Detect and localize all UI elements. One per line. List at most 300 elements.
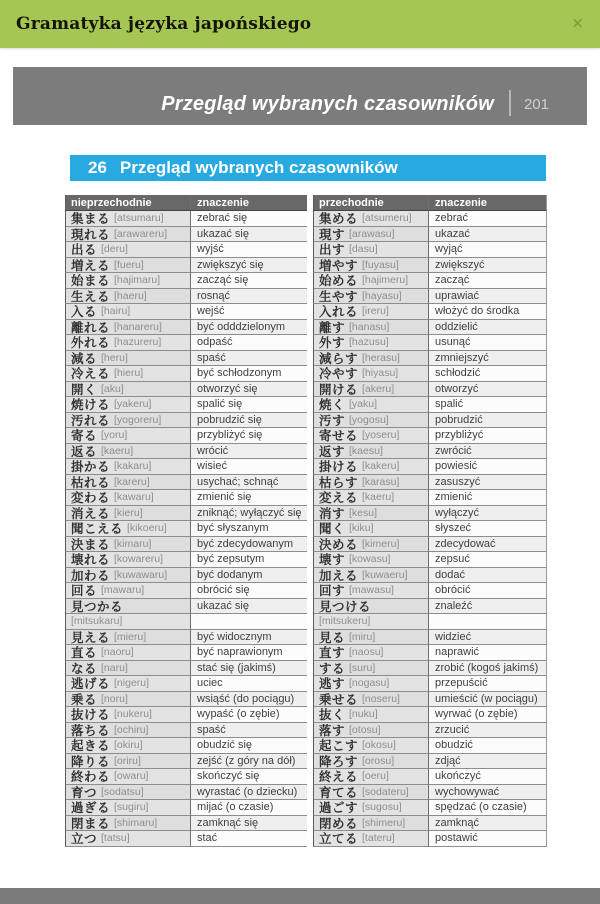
intransitive-verb-cell xyxy=(65,289,190,305)
intransitive-verb-cell xyxy=(65,552,190,568)
kanji-text: 決める xyxy=(319,537,359,552)
intransitive-verb-cell xyxy=(65,335,190,351)
app-titlebar xyxy=(0,0,600,48)
section-heading xyxy=(70,155,546,181)
meaning-text: przepuścić xyxy=(435,677,488,690)
intransitive-meaning-cell xyxy=(190,583,307,599)
meaning-text: zmienić xyxy=(435,491,473,504)
romaji-text: [kikoeru] xyxy=(127,522,167,535)
transitive-meaning-cell xyxy=(428,320,547,336)
kanji-text: 集まる xyxy=(71,212,111,227)
meaning-text: być słyszanym xyxy=(197,522,269,535)
intransitive-meaning-cell xyxy=(190,614,307,630)
romaji-text: [noseru] xyxy=(362,692,400,705)
meaning-text: pobrudzić się xyxy=(197,413,262,426)
meaning-text: włożyć do środka xyxy=(435,305,520,318)
kanji-text: 見つける xyxy=(319,599,372,614)
table-row xyxy=(65,800,547,816)
transitive-meaning-cell xyxy=(428,273,547,289)
section-title: Przegląd wybranych czasowników xyxy=(119,158,398,177)
romaji-text: [suru] xyxy=(349,661,376,674)
kanji-text: 立つ xyxy=(71,832,98,847)
transitive-verb-cell xyxy=(313,351,428,367)
romaji-text: [naru] xyxy=(101,661,128,674)
meaning-text: powiesić xyxy=(435,460,478,473)
kanji-text: 開ける xyxy=(319,382,359,397)
transitive-verb-cell xyxy=(313,800,428,816)
romaji-text: [kimeru] xyxy=(362,537,400,550)
meaning-text: zebrać xyxy=(435,212,469,225)
romaji-text: [yakeru] xyxy=(114,398,152,411)
intransitive-verb-cell xyxy=(65,475,190,491)
table-row xyxy=(65,459,547,475)
kanji-text: 生える xyxy=(71,289,111,304)
transitive-verb-cell xyxy=(313,428,428,444)
romaji-text: [noru] xyxy=(101,692,128,705)
transitive-verb-cell xyxy=(313,692,428,708)
intransitive-verb-cell xyxy=(65,816,190,832)
intransitive-meaning-cell xyxy=(190,676,307,692)
meaning-text: zwiększyć się xyxy=(197,258,264,271)
transitive-verb-cell xyxy=(313,785,428,801)
intransitive-verb-cell xyxy=(65,661,190,677)
transitive-meaning-cell xyxy=(428,614,547,630)
transitive-verb-cell xyxy=(313,552,428,568)
meaning-text: być dodanym xyxy=(197,568,263,581)
kanji-text: 集める xyxy=(319,212,359,227)
romaji-text: [kaeru] xyxy=(362,491,395,504)
romaji-text: [sodateru] xyxy=(362,785,409,798)
intransitive-meaning-cell xyxy=(190,521,307,537)
transitive-verb-cell xyxy=(313,568,428,584)
intransitive-verb-cell xyxy=(65,521,190,537)
intransitive-verb-cell xyxy=(65,614,190,630)
meaning-text: zrobić (kogoś jakimś) xyxy=(435,661,539,674)
table-row xyxy=(65,785,547,801)
intransitive-meaning-cell xyxy=(190,289,307,305)
kanji-text: 決まる xyxy=(71,537,111,552)
kanji-text: 回す xyxy=(319,584,346,599)
transitive-meaning-cell xyxy=(428,707,547,723)
kanji-text: 落す xyxy=(319,723,346,738)
romaji-text: [kawaru] xyxy=(114,491,154,504)
romaji-text: [nukeru] xyxy=(114,708,152,721)
kanji-text: 出す xyxy=(319,243,346,258)
table-row xyxy=(65,242,547,258)
intransitive-meaning-cell xyxy=(190,444,307,460)
romaji-text: [hajimaru] xyxy=(114,274,161,287)
romaji-text: [hazusu] xyxy=(349,336,389,349)
romaji-text: [shimaru] xyxy=(114,816,158,829)
kanji-text: 見つかる xyxy=(71,599,124,614)
kanji-text: 減る xyxy=(71,351,98,366)
intransitive-meaning-cell xyxy=(190,692,307,708)
transitive-verb-cell xyxy=(313,335,428,351)
transitive-meaning-cell xyxy=(428,537,547,553)
transitive-verb-cell xyxy=(313,273,428,289)
kanji-text: 増やす xyxy=(319,258,359,273)
table-row xyxy=(65,335,547,351)
romaji-text: [otosu] xyxy=(349,723,381,736)
meaning-text: wyłączyć xyxy=(435,506,480,519)
intransitive-meaning-cell xyxy=(190,785,307,801)
romaji-text: [karasu] xyxy=(362,475,400,488)
meaning-text: schłodzić xyxy=(435,367,481,380)
meaning-text: dodać xyxy=(435,568,465,581)
romaji-text: [nigeru] xyxy=(114,677,150,690)
intransitive-verb-cell xyxy=(65,769,190,785)
intransitive-meaning-cell xyxy=(190,723,307,739)
kanji-text: 冷える xyxy=(71,367,111,382)
intransitive-verb-cell xyxy=(65,676,190,692)
transitive-meaning-cell xyxy=(428,397,547,413)
transitive-verb-cell xyxy=(313,754,428,770)
kanji-text: 変わる xyxy=(71,491,111,506)
intransitive-meaning-cell xyxy=(190,335,307,351)
meaning-text: uprawiać xyxy=(435,289,480,302)
meaning-text: przybliżyć się xyxy=(197,429,263,442)
page-header-band xyxy=(13,67,587,125)
table-row xyxy=(65,521,547,537)
kanji-text: 直す xyxy=(319,646,346,661)
meaning-text: otworzyć się xyxy=(197,382,258,395)
romaji-text: [tateru] xyxy=(362,832,395,845)
meaning-text: wisieć xyxy=(197,460,227,473)
table-row xyxy=(65,382,547,398)
meaning-text: odpaść xyxy=(197,336,233,349)
kanji-text: 閉まる xyxy=(71,816,111,831)
kanji-text: 立てる xyxy=(319,832,359,847)
transitive-meaning-cell xyxy=(428,211,547,227)
kanji-text: 逃げる xyxy=(71,677,111,692)
transitive-meaning-cell xyxy=(428,738,547,754)
table-row xyxy=(65,769,547,785)
close-icon[interactable]: ✕ xyxy=(571,15,584,33)
table-row xyxy=(65,227,547,243)
intransitive-meaning-cell xyxy=(190,816,307,832)
romaji-text: [hayasu] xyxy=(362,289,402,302)
meaning-text: wyjąć xyxy=(435,243,463,256)
romaji-text: [miru] xyxy=(349,630,376,643)
transitive-verb-cell xyxy=(313,242,428,258)
transitive-meaning-cell xyxy=(428,754,547,770)
kanji-text: 外れる xyxy=(71,336,111,351)
romaji-text: [oriru] xyxy=(114,754,141,767)
intransitive-verb-cell xyxy=(65,273,190,289)
table-row xyxy=(65,304,547,320)
transitive-verb-cell xyxy=(313,475,428,491)
meaning-text: zepsuć xyxy=(435,553,470,566)
kanji-text: 消す xyxy=(319,506,346,521)
meaning-text: wrócić xyxy=(197,444,229,457)
meaning-text: ukończyć xyxy=(435,770,481,783)
romaji-text: [hanasu] xyxy=(349,320,390,333)
kanji-text: 終わる xyxy=(71,770,111,785)
page-number: 201 xyxy=(523,96,549,113)
romaji-text: [yogoreru] xyxy=(114,413,162,426)
kanji-text: 乗る xyxy=(71,692,98,707)
meaning-text: wyrwać (o zębie) xyxy=(435,708,518,721)
meaning-text: spędzać (o czasie) xyxy=(435,801,527,814)
transitive-meaning-cell xyxy=(428,227,547,243)
kanji-text: 始める xyxy=(319,274,359,289)
romaji-text: [hanareru] xyxy=(114,320,162,333)
intransitive-verb-cell xyxy=(65,645,190,661)
intransitive-verb-cell xyxy=(65,738,190,754)
table-row xyxy=(65,289,547,305)
intransitive-verb-cell xyxy=(65,227,190,243)
intransitive-meaning-cell xyxy=(190,537,307,553)
table-row xyxy=(65,211,547,227)
kanji-text: 枯れる xyxy=(71,475,111,490)
transitive-verb-cell xyxy=(313,676,428,692)
table-row xyxy=(65,568,547,584)
romaji-text: [nuku] xyxy=(349,708,378,721)
kanji-text: 生やす xyxy=(319,289,359,304)
romaji-text: [herasu] xyxy=(362,351,400,364)
kanji-text: 降ろす xyxy=(319,754,359,769)
meaning-text: spalić się xyxy=(197,398,243,411)
table-row xyxy=(65,738,547,754)
kanji-text: 開く xyxy=(71,382,98,397)
transitive-meaning-cell xyxy=(428,599,547,615)
intransitive-meaning-cell xyxy=(190,506,307,522)
kanji-text: 直る xyxy=(71,646,98,661)
table-row xyxy=(65,351,547,367)
kanji-text: 起きる xyxy=(71,739,111,754)
romaji-text: [arawasu] xyxy=(349,227,395,240)
kanji-text: 過ごす xyxy=(319,801,359,816)
transitive-verb-cell xyxy=(313,707,428,723)
meaning-text: zwiększyć xyxy=(435,258,485,271)
transitive-meaning-cell xyxy=(428,366,547,382)
intransitive-verb-cell xyxy=(65,506,190,522)
kanji-text: 過ぎる xyxy=(71,801,111,816)
table-row xyxy=(65,707,547,723)
kanji-text: 返す xyxy=(319,444,346,459)
romaji-text: [hazureru] xyxy=(114,336,162,349)
romaji-text: [akeru] xyxy=(362,382,395,395)
intransitive-meaning-cell xyxy=(190,397,307,413)
meaning-text: zdecydować xyxy=(435,537,496,550)
romaji-text: [kakaru] xyxy=(114,460,152,473)
meaning-text: pobrudzić xyxy=(435,413,483,426)
intransitive-meaning-cell xyxy=(190,304,307,320)
romaji-text: [kiku] xyxy=(349,522,374,535)
romaji-text: [kareru] xyxy=(114,475,150,488)
meaning-text: zwrócić xyxy=(435,444,472,457)
intransitive-meaning-cell xyxy=(190,413,307,429)
intransitive-verb-cell xyxy=(65,599,190,615)
kanji-text: 加わる xyxy=(71,568,111,583)
meaning-text: być zdecydowanym xyxy=(197,537,293,550)
meaning-text: stać się (jakimś) xyxy=(197,661,276,674)
transitive-verb-cell xyxy=(313,537,428,553)
intransitive-meaning-cell xyxy=(190,258,307,274)
romaji-text: [dasu] xyxy=(349,243,378,256)
table-row xyxy=(65,537,547,553)
romaji-text: [kieru] xyxy=(114,506,143,519)
kanji-text: 閉める xyxy=(319,816,359,831)
table-row xyxy=(65,413,547,429)
romaji-text: [hieru] xyxy=(114,367,144,380)
romaji-text: [yoseru] xyxy=(362,429,400,442)
kanji-text: 焼ける xyxy=(71,398,111,413)
kanji-text: 汚す xyxy=(319,413,346,428)
page-header-title: Przegląd wybranych czasowników xyxy=(161,93,494,115)
transitive-meaning-cell xyxy=(428,568,547,584)
intransitive-meaning-cell xyxy=(190,552,307,568)
kanji-text: 入れる xyxy=(319,305,359,320)
kanji-text: 枯らす xyxy=(319,475,359,490)
kanji-text: 離す xyxy=(319,320,346,335)
meaning-text: zdjąć xyxy=(435,754,461,767)
romaji-text: [sodatsu] xyxy=(101,785,144,798)
column-header-transitive: przechodnie xyxy=(313,195,428,211)
column-header-intransitive: nieprzechodnie xyxy=(65,195,190,211)
intransitive-verb-cell xyxy=(65,413,190,429)
romaji-text: [kowareru] xyxy=(114,553,164,566)
transitive-verb-cell xyxy=(313,304,428,320)
transitive-verb-cell xyxy=(313,366,428,382)
meaning-text: wyrastać (o dziecku) xyxy=(197,785,298,798)
romaji-text: [kaesu] xyxy=(349,444,383,457)
transitive-meaning-cell xyxy=(428,769,547,785)
romaji-text: [sugiru] xyxy=(114,801,149,814)
transitive-meaning-cell xyxy=(428,676,547,692)
meaning-text: przybliżyć xyxy=(435,429,484,442)
transitive-meaning-cell xyxy=(428,583,547,599)
meaning-text: zamknąć się xyxy=(197,816,259,829)
table-row xyxy=(65,366,547,382)
kanji-text: 離れる xyxy=(71,320,111,335)
meaning-text: stać xyxy=(197,832,218,845)
meaning-text: zejść (z góry na dół) xyxy=(197,754,296,767)
intransitive-meaning-cell xyxy=(190,211,307,227)
meaning-text: być schłodzonym xyxy=(197,367,282,380)
intransitive-verb-cell xyxy=(65,707,190,723)
romaji-text: [arawareru] xyxy=(114,227,168,240)
meaning-text: otworzyć xyxy=(435,382,479,395)
intransitive-meaning-cell xyxy=(190,599,307,615)
kanji-text: 育てる xyxy=(319,785,359,800)
transitive-meaning-cell xyxy=(428,816,547,832)
romaji-text: [kakeru] xyxy=(362,460,400,473)
kanji-text: 見える xyxy=(71,630,111,645)
transitive-verb-cell xyxy=(313,599,428,615)
table-row xyxy=(65,506,547,522)
kanji-text: 入る xyxy=(71,305,98,320)
intransitive-verb-cell xyxy=(65,320,190,336)
meaning-text: zacząć xyxy=(435,274,470,287)
romaji-text: [atsumeru] xyxy=(362,212,412,225)
column-header-meaning-2: znaczenie xyxy=(428,195,547,211)
intransitive-meaning-cell xyxy=(190,754,307,770)
intransitive-verb-cell xyxy=(65,211,190,227)
romaji-text: [tatsu] xyxy=(101,832,130,845)
romaji-text: [mitsukaru] xyxy=(71,615,123,628)
romaji-text: [hairu] xyxy=(101,305,131,318)
intransitive-meaning-cell xyxy=(190,366,307,382)
romaji-text: [aku] xyxy=(101,382,124,395)
meaning-text: spaść xyxy=(197,351,226,364)
table-row xyxy=(65,614,547,630)
meaning-text: wychowywać xyxy=(435,785,500,798)
footer-bar xyxy=(0,888,600,904)
kanji-text: なる xyxy=(71,661,98,676)
transitive-meaning-cell xyxy=(428,289,547,305)
transitive-meaning-cell xyxy=(428,413,547,429)
transitive-verb-cell xyxy=(313,413,428,429)
kanji-text: 冷やす xyxy=(319,367,359,382)
table-row xyxy=(65,552,547,568)
romaji-text: [yogosu] xyxy=(349,413,389,426)
page-header-divider xyxy=(509,90,511,116)
section-number: 26 xyxy=(88,158,107,177)
kanji-text: 落ちる xyxy=(71,723,111,738)
meaning-text: zrzucić xyxy=(435,723,470,736)
romaji-text: [yaku] xyxy=(349,398,378,411)
transitive-meaning-cell xyxy=(428,444,547,460)
table-header-row xyxy=(65,195,547,211)
transitive-meaning-cell xyxy=(428,831,547,847)
table-row xyxy=(65,444,547,460)
intransitive-verb-cell xyxy=(65,568,190,584)
intransitive-meaning-cell xyxy=(190,738,307,754)
transitive-verb-cell xyxy=(313,630,428,646)
transitive-meaning-cell xyxy=(428,692,547,708)
kanji-text: 掛ける xyxy=(319,460,359,475)
intransitive-meaning-cell xyxy=(190,428,307,444)
transitive-meaning-cell xyxy=(428,630,547,646)
intransitive-meaning-cell xyxy=(190,831,307,847)
transitive-verb-cell xyxy=(313,320,428,336)
intransitive-verb-cell xyxy=(65,490,190,506)
transitive-verb-cell xyxy=(313,506,428,522)
romaji-text: [kuwaeru] xyxy=(362,568,408,581)
meaning-text: oddzielić xyxy=(435,320,478,333)
romaji-text: [oeru] xyxy=(362,770,389,783)
transitive-meaning-cell xyxy=(428,785,547,801)
romaji-text: [fuyasu] xyxy=(362,258,399,271)
romaji-text: [mawasu] xyxy=(349,584,394,597)
table-row xyxy=(65,676,547,692)
romaji-text: [hiyasu] xyxy=(362,367,399,380)
romaji-text: [heru] xyxy=(101,351,128,364)
transitive-verb-cell xyxy=(313,490,428,506)
intransitive-meaning-cell xyxy=(190,475,307,491)
table-row xyxy=(65,583,547,599)
meaning-text: być odddzielonym xyxy=(197,320,286,333)
intransitive-meaning-cell xyxy=(190,351,307,367)
kanji-text: 乗せる xyxy=(319,692,359,707)
transitive-meaning-cell xyxy=(428,490,547,506)
kanji-text: 掛かる xyxy=(71,460,111,475)
intransitive-meaning-cell xyxy=(190,227,307,243)
romaji-text: [ireru] xyxy=(362,305,389,318)
meaning-text: zmienić się xyxy=(197,491,252,504)
kanji-text: 出る xyxy=(71,243,98,258)
kanji-text: する xyxy=(319,661,346,676)
meaning-text: widzieć xyxy=(435,630,472,643)
meaning-text: zniknąć; wyłączyć się xyxy=(197,506,302,519)
transitive-meaning-cell xyxy=(428,459,547,475)
table-row xyxy=(65,428,547,444)
kanji-text: 聞こえる xyxy=(71,522,124,537)
meaning-text: zasuszyć xyxy=(435,475,481,488)
transitive-verb-cell xyxy=(313,816,428,832)
intransitive-meaning-cell xyxy=(190,568,307,584)
